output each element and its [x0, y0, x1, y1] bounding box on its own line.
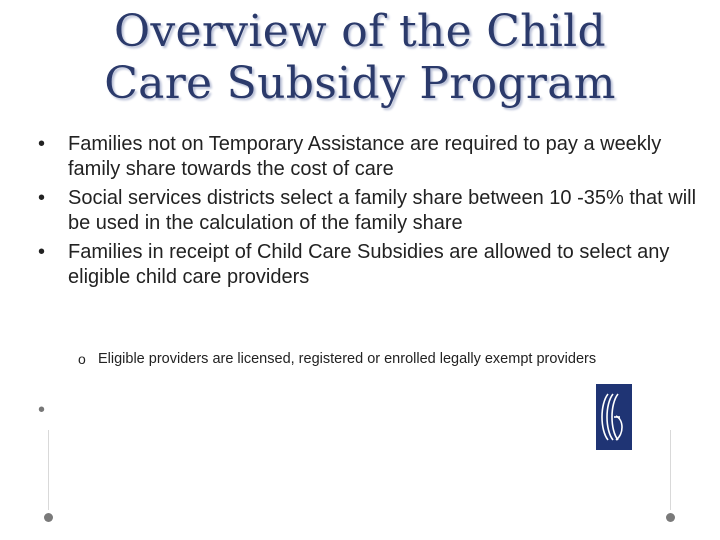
left-corner-dot	[44, 513, 53, 522]
agency-logo-graphic	[596, 384, 632, 450]
right-corner-dot	[666, 513, 675, 522]
sub-bullet-text: Eligible providers are licensed, registered or enrolled legally exempt providers	[98, 351, 597, 367]
bullet-marker: •	[38, 187, 46, 209]
empty-bullet-marker: •	[38, 399, 46, 421]
sub-bullet-marker: o	[78, 351, 86, 367]
slide-title-line-2: Care Subsidy Program	[104, 58, 616, 109]
bullet-text: Families not on Temporary Assistance are required to pay a weekly family share towards the cost of care	[68, 133, 662, 180]
right-divider-line	[670, 430, 671, 510]
bullet-text: Families in receipt of Child Care Subsidies are allowed to select any eligible child care providers	[68, 241, 670, 288]
left-divider-line	[48, 430, 49, 510]
bullet-marker: •	[38, 133, 46, 155]
sub-bullet-item	[78, 350, 698, 368]
bullet-item	[38, 132, 698, 182]
bullet-item	[38, 186, 698, 236]
agency-logo-icon	[596, 384, 632, 450]
bullet-marker: •	[38, 241, 46, 263]
slide-title	[60, 6, 660, 110]
bullet-item	[38, 240, 698, 290]
bullet-list	[38, 132, 698, 294]
slide-title-line-1: Overview of the Child	[113, 6, 607, 57]
bullet-text: Social services districts select a family share between 10 -35% that will be used in the calculation of the family share	[68, 187, 697, 234]
